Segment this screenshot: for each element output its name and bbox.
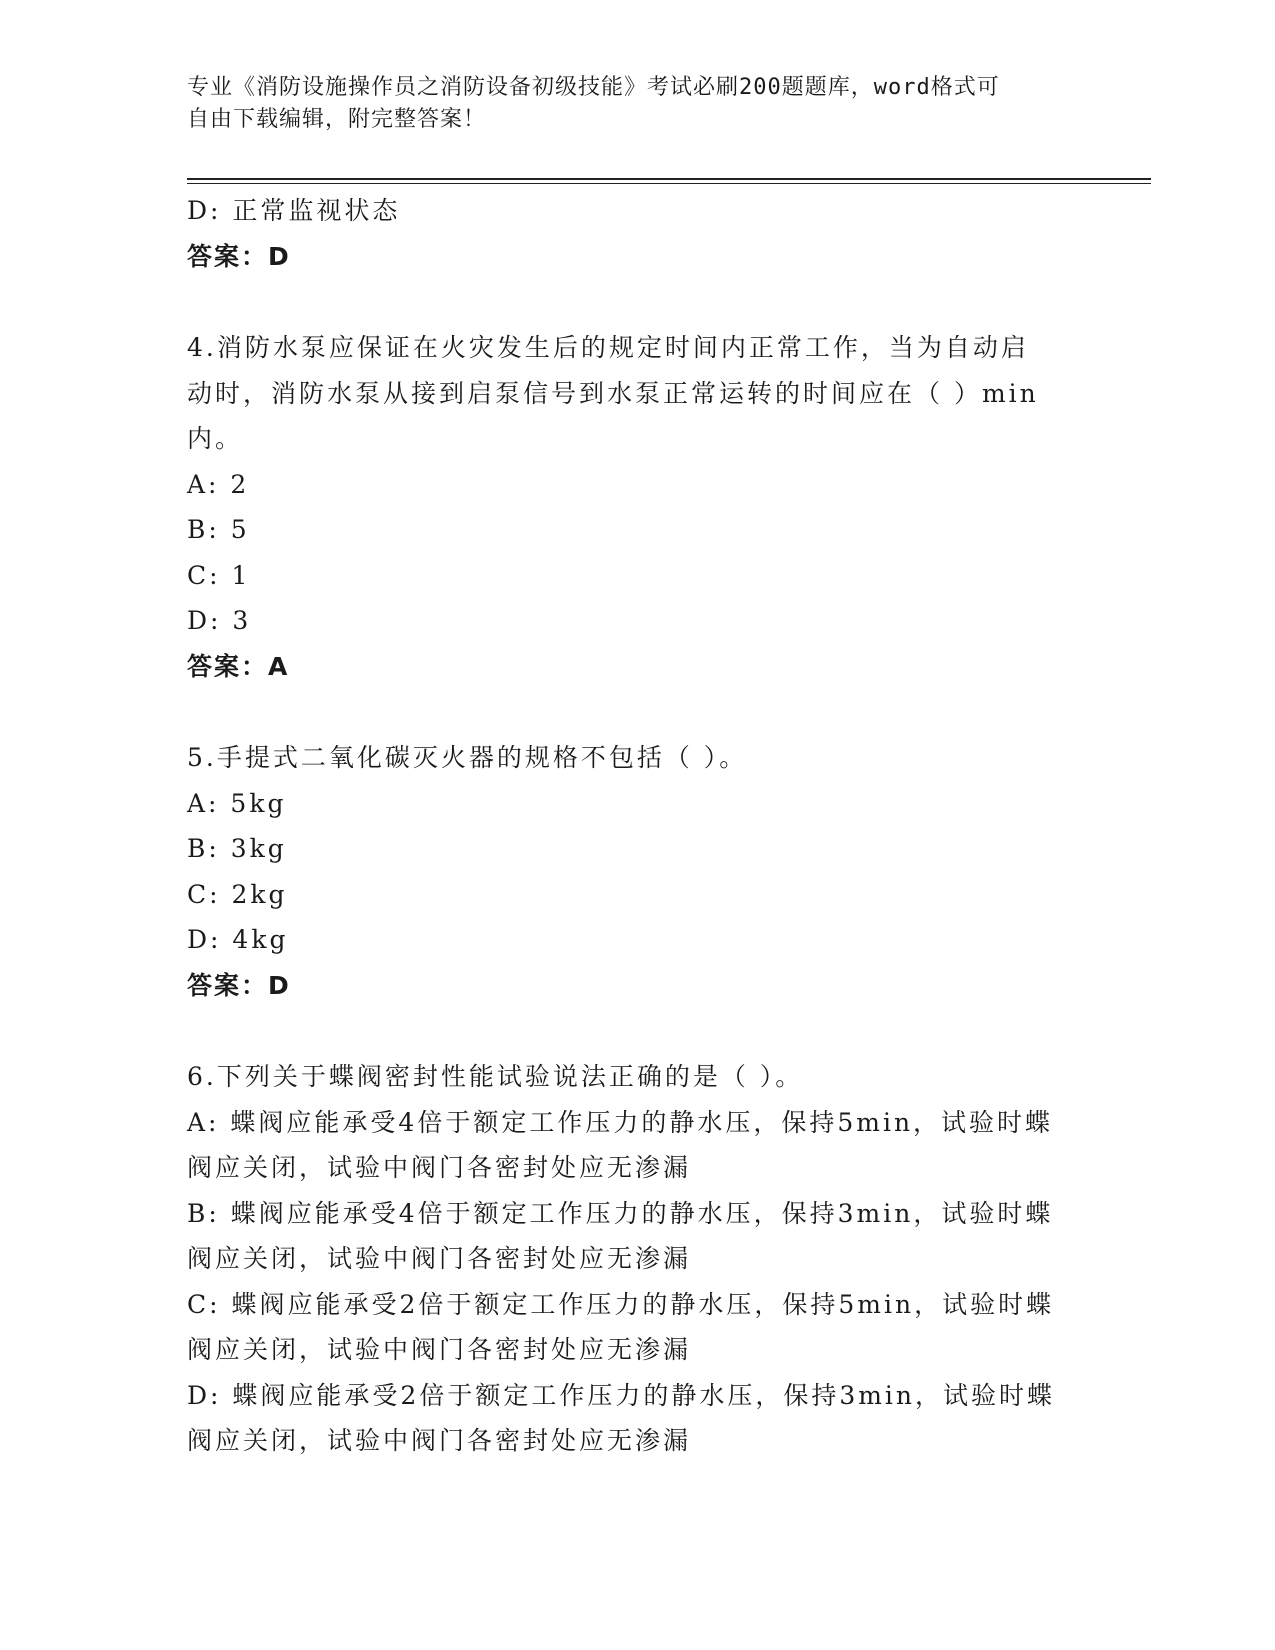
option-b-continued: 阀应关闭，试验中阀门各密封处应无渗漏 [187, 1244, 692, 1273]
question-text: 4.消防水泵应保证在火灾发生后的规定时间内正常工作，当为自动启 [187, 333, 1029, 362]
option-d: D: 3 [187, 606, 252, 635]
question-3-tail [187, 188, 1087, 279]
option-c: C: 2kg [187, 879, 288, 909]
header-divider-thick [187, 178, 1151, 180]
header-line-2: 自由下载编辑，附完整答案！ [187, 107, 487, 132]
question-6 [187, 1054, 1087, 1464]
answer-label: 答案：D [187, 970, 291, 1000]
option-c: C: 蝶阀应能承受2倍于额定工作压力的静水压，保持5min，试验时蝶 [187, 1289, 1055, 1319]
question-text: 动时，消防水泵从接到启泵信号到水泵正常运转的时间应在（ ）min [187, 378, 1039, 408]
option-d: D: 4kg [187, 925, 289, 954]
spacer [187, 279, 1087, 325]
option-a: A: 2 [187, 469, 250, 499]
question-text: 内。 [187, 424, 244, 453]
spacer [187, 1008, 1087, 1054]
header-divider-thin [187, 183, 1151, 184]
document-header [187, 72, 1067, 136]
option-b: B: 5 [187, 515, 250, 544]
option-c-continued: 阀应关闭，试验中阀门各密封处应无渗漏 [187, 1335, 692, 1364]
question-4 [187, 325, 1087, 689]
option-a: A: 5kg [187, 788, 287, 818]
option-d: D: 蝶阀应能承受2倍于额定工作压力的静水压，保持3min，试验时蝶 [187, 1380, 1056, 1410]
option-b: B: 蝶阀应能承受4倍于额定工作压力的静水压，保持3min，试验时蝶 [187, 1198, 1054, 1228]
question-text: 6.下列关于蝶阀密封性能试验说法正确的是（ ）。 [187, 1062, 804, 1091]
question-text: 5.手提式二氧化碳灭火器的规格不包括（ ）。 [187, 743, 748, 772]
spacer [187, 689, 1087, 735]
question-5 [187, 735, 1087, 1008]
option-c: C: 1 [187, 560, 251, 590]
option-b: B: 3kg [187, 834, 287, 863]
option-d: D: 正常监视状态 [187, 196, 401, 225]
answer-label: 答案：A [187, 651, 290, 681]
option-a: A: 蝶阀应能承受4倍于额定工作压力的静水压，保持5min，试验时蝶 [187, 1107, 1054, 1137]
header-line-1: 专业《消防设施操作员之消防设备初级技能》考试必刷200题题库，word格式可 [187, 75, 1000, 100]
option-d-continued: 阀应关闭，试验中阀门各密封处应无渗漏 [187, 1426, 692, 1455]
document-body [187, 188, 1087, 1464]
answer-label: 答案：D [187, 241, 291, 271]
option-a-continued: 阀应关闭，试验中阀门各密封处应无渗漏 [187, 1153, 692, 1182]
